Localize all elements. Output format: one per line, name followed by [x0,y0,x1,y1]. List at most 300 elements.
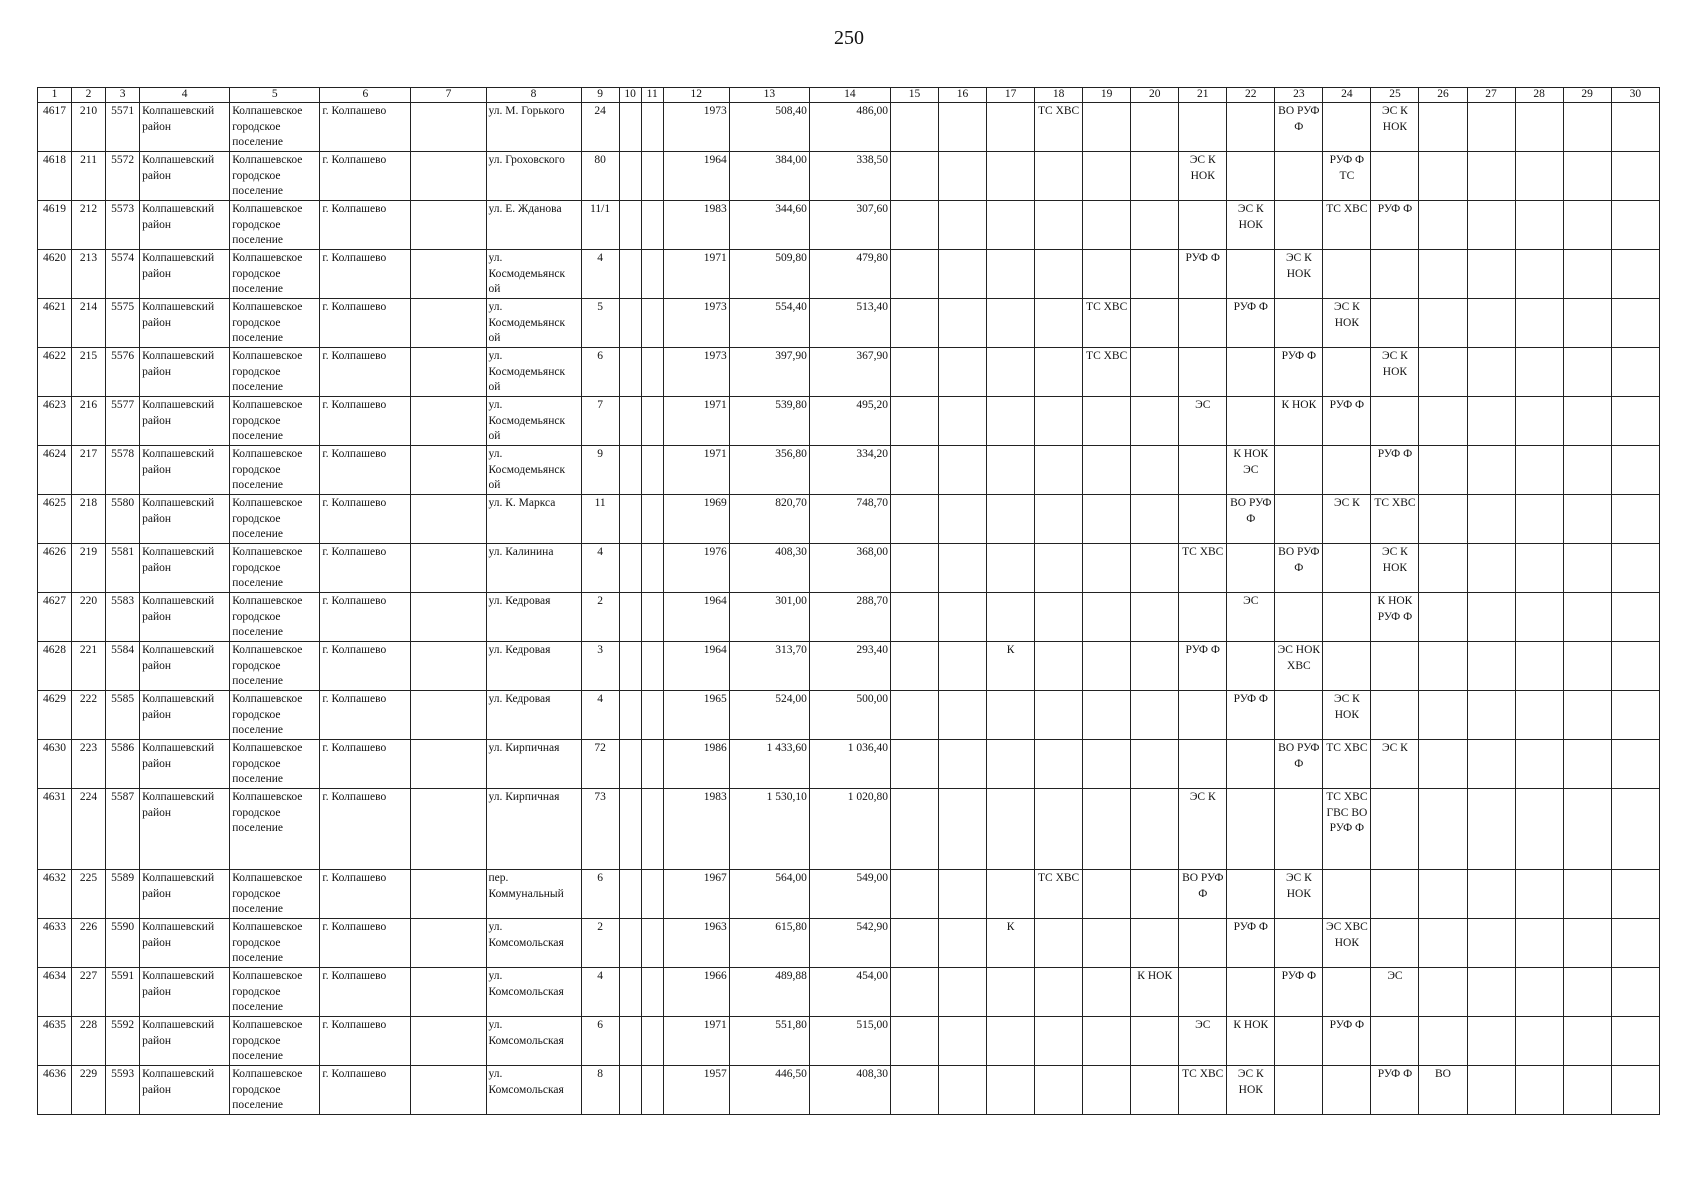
table-cell-col-25 [1371,152,1419,201]
table-cell-col-2: 229 [72,1066,106,1115]
table-cell-col-12: 1983 [663,201,729,250]
table-cell-col-12: 1964 [663,593,729,642]
table-cell-col-25: РУФ Ф [1371,446,1419,495]
table-cell-col-21: ТС ХВС [1179,1066,1227,1115]
table-cell-col-22: ЭС К НОК [1227,201,1275,250]
table-cell-col-17 [987,152,1035,201]
table-cell-col-23: РУФ Ф [1275,348,1323,397]
table-cell-col-28 [1515,789,1563,870]
table-cell-col-28 [1515,1017,1563,1066]
table-cell-col-21: РУФ Ф [1179,250,1227,299]
table-cell-col-30 [1611,789,1659,870]
table-cell-col-7 [411,1017,486,1066]
table-cell-col-8: ул. Космодемьянск ой [486,397,581,446]
table-cell-col-15 [890,968,938,1017]
table-cell-col-22: ЭС К НОК [1227,1066,1275,1115]
table-cell-col-27 [1467,593,1515,642]
table-cell-col-10 [619,1066,641,1115]
table-cell-col-23: РУФ Ф [1275,968,1323,1017]
table-cell-col-15 [890,152,938,201]
table-cell-col-16 [939,691,987,740]
table-cell-col-24 [1323,348,1371,397]
table-cell-col-7 [411,544,486,593]
table-cell-col-7 [411,446,486,495]
table-cell-col-11 [641,1066,663,1115]
table-cell-col-9: 9 [581,446,619,495]
table-cell-col-1: 4623 [38,397,72,446]
table-cell-col-8: ул. Космодемьянск ой [486,348,581,397]
table-cell-col-4: Колпашевский район [140,397,230,446]
table-cell-col-7 [411,103,486,152]
table-cell-col-23: ЭС К НОК [1275,250,1323,299]
table-cell-col-8: ул. Кирпичная [486,789,581,870]
table-cell-col-14: 748,70 [809,495,890,544]
table-cell-col-8: ул. Кедровая [486,642,581,691]
table-cell-col-10 [619,250,641,299]
table-cell-col-23 [1275,495,1323,544]
table-cell-col-10 [619,593,641,642]
table-cell-col-9: 11/1 [581,201,619,250]
table-cell-col-6: г. Колпашево [320,348,411,397]
table-cell-col-14: 307,60 [809,201,890,250]
table-cell-col-9: 8 [581,1066,619,1115]
table-cell-col-3: 5572 [106,152,140,201]
table-cell-col-22: ВО РУФ Ф [1227,495,1275,544]
column-header-9: 9 [581,88,619,103]
table-cell-col-12: 1965 [663,691,729,740]
table-cell-col-3: 5586 [106,740,140,789]
table-cell-col-19 [1083,201,1131,250]
table-cell-col-1: 4619 [38,201,72,250]
table-cell-col-4: Колпашевский район [140,299,230,348]
table-cell-col-28 [1515,250,1563,299]
table-cell-col-29 [1563,870,1611,919]
table-cell-col-26 [1419,152,1467,201]
table-cell-col-15 [890,691,938,740]
table-cell-col-9: 2 [581,593,619,642]
table-cell-col-10 [619,789,641,870]
table-cell-col-19: ТС ХВС [1083,348,1131,397]
table-cell-col-22 [1227,348,1275,397]
table-cell-col-17 [987,103,1035,152]
table-cell-col-8: ул. Комсомольская [486,968,581,1017]
column-header-14: 14 [809,88,890,103]
table-cell-col-30 [1611,250,1659,299]
table-cell-col-11 [641,870,663,919]
table-cell-col-13: 554,40 [729,299,809,348]
table-cell-col-22 [1227,250,1275,299]
table-cell-col-19 [1083,544,1131,593]
table-cell-col-10 [619,397,641,446]
table-cell-col-2: 218 [72,495,106,544]
table-cell-col-29 [1563,642,1611,691]
table-cell-col-16 [939,495,987,544]
table-cell-col-3: 5576 [106,348,140,397]
table-cell-col-15 [890,789,938,870]
table-cell-col-14: 513,40 [809,299,890,348]
table-cell-col-22 [1227,870,1275,919]
table-cell-col-9: 7 [581,397,619,446]
table-cell-col-13: 313,70 [729,642,809,691]
table-cell-col-24 [1323,544,1371,593]
table-cell-col-7 [411,397,486,446]
table-cell-col-25 [1371,1017,1419,1066]
table-cell-col-16 [939,103,987,152]
table-row [38,446,1660,495]
table-cell-col-7 [411,250,486,299]
table-cell-col-13: 1 530,10 [729,789,809,870]
table-cell-col-18 [1035,642,1083,691]
table-cell-col-14: 495,20 [809,397,890,446]
column-header-8: 8 [486,88,581,103]
table-cell-col-17 [987,1017,1035,1066]
table-cell-col-13: 564,00 [729,870,809,919]
table-cell-col-11 [641,691,663,740]
table-cell-col-20 [1131,495,1179,544]
table-cell-col-7 [411,593,486,642]
table-cell-col-10 [619,495,641,544]
table-cell-col-20 [1131,201,1179,250]
table-cell-col-11 [641,968,663,1017]
table-cell-col-5: Колпашевское городское поселение [230,299,320,348]
table-cell-col-22: РУФ Ф [1227,919,1275,968]
column-header-22: 22 [1227,88,1275,103]
table-cell-col-23: ВО РУФ Ф [1275,544,1323,593]
table-cell-col-7 [411,740,486,789]
column-header-15: 15 [890,88,938,103]
table-cell-col-23 [1275,1017,1323,1066]
table-cell-col-15 [890,593,938,642]
page-number: 250 [834,27,864,49]
table-cell-col-21: ЭС [1179,1017,1227,1066]
table-cell-col-30 [1611,201,1659,250]
table-cell-col-23: К НОК [1275,397,1323,446]
table-cell-col-10 [619,691,641,740]
table-cell-col-29 [1563,919,1611,968]
table-cell-col-5: Колпашевское городское поселение [230,103,320,152]
table-cell-col-28 [1515,152,1563,201]
table-cell-col-26 [1419,299,1467,348]
table-row [38,1017,1660,1066]
table-cell-col-7 [411,968,486,1017]
column-header-12: 12 [663,88,729,103]
table-cell-col-17 [987,299,1035,348]
table-cell-col-7 [411,1066,486,1115]
table-cell-col-24: РУФ Ф ТС [1323,152,1371,201]
table-cell-col-4: Колпашевский район [140,1066,230,1115]
table-cell-col-20 [1131,299,1179,348]
table-cell-col-17 [987,1066,1035,1115]
table-cell-col-7 [411,348,486,397]
table-cell-col-27 [1467,299,1515,348]
table-cell-col-17: К [987,642,1035,691]
table-cell-col-11 [641,152,663,201]
table-row [38,544,1660,593]
table-cell-col-12: 1966 [663,968,729,1017]
table-cell-col-1: 4625 [38,495,72,544]
table-cell-col-29 [1563,201,1611,250]
table-cell-col-8: ул. Калинина [486,544,581,593]
table-cell-col-15 [890,870,938,919]
table-cell-col-9: 6 [581,348,619,397]
table-cell-col-23 [1275,201,1323,250]
column-header-4: 4 [140,88,230,103]
table-cell-col-24: РУФ Ф [1323,397,1371,446]
table-cell-col-26 [1419,250,1467,299]
table-cell-col-6: г. Колпашево [320,740,411,789]
table-cell-col-11 [641,397,663,446]
column-header-11: 11 [641,88,663,103]
table-cell-col-16 [939,397,987,446]
table-cell-col-9: 24 [581,103,619,152]
table-cell-col-25: РУФ Ф [1371,1066,1419,1115]
table-cell-col-11 [641,1017,663,1066]
table-cell-col-24 [1323,103,1371,152]
table-cell-col-16 [939,740,987,789]
table-cell-col-27 [1467,968,1515,1017]
table-cell-col-25: РУФ Ф [1371,201,1419,250]
table-cell-col-24: ЭС К НОК [1323,299,1371,348]
table-cell-col-17 [987,201,1035,250]
table-cell-col-24 [1323,446,1371,495]
table-cell-col-3: 5584 [106,642,140,691]
table-cell-col-6: г. Колпашево [320,642,411,691]
column-header-21: 21 [1179,88,1227,103]
table-cell-col-6: г. Колпашево [320,691,411,740]
table-cell-col-22 [1227,397,1275,446]
table-cell-col-25 [1371,691,1419,740]
table-cell-col-17 [987,397,1035,446]
table-cell-col-4: Колпашевский район [140,544,230,593]
table-cell-col-19 [1083,152,1131,201]
table-cell-col-13: 489,88 [729,968,809,1017]
column-header-17: 17 [987,88,1035,103]
table-cell-col-22 [1227,740,1275,789]
table-row [38,691,1660,740]
table-cell-col-6: г. Колпашево [320,397,411,446]
table-row [38,968,1660,1017]
table-cell-col-5: Колпашевское городское поселение [230,446,320,495]
table-cell-col-1: 4631 [38,789,72,870]
table-cell-col-8: ул. Гроховского [486,152,581,201]
table-cell-col-20: К НОК [1131,968,1179,1017]
table-cell-col-16 [939,1066,987,1115]
table-cell-col-22 [1227,544,1275,593]
table-cell-col-23 [1275,691,1323,740]
table-cell-col-20 [1131,1017,1179,1066]
table-cell-col-11 [641,201,663,250]
table-cell-col-25 [1371,642,1419,691]
table-cell-col-2: 210 [72,103,106,152]
table-cell-col-15 [890,201,938,250]
table-cell-col-3: 5575 [106,299,140,348]
table-row [38,1066,1660,1115]
table-cell-col-9: 5 [581,299,619,348]
column-header-27: 27 [1467,88,1515,103]
table-cell-col-24: ТС ХВС [1323,201,1371,250]
table-cell-col-5: Колпашевское городское поселение [230,348,320,397]
table-cell-col-19 [1083,870,1131,919]
table-cell-col-30 [1611,870,1659,919]
table-row [38,642,1660,691]
table-cell-col-1: 4618 [38,152,72,201]
table-cell-col-3: 5587 [106,789,140,870]
table-row [38,495,1660,544]
table-cell-col-20 [1131,642,1179,691]
table-cell-col-27 [1467,870,1515,919]
table-cell-col-22 [1227,968,1275,1017]
column-header-23: 23 [1275,88,1323,103]
table-cell-col-2: 225 [72,870,106,919]
table-cell-col-5: Колпашевское городское поселение [230,201,320,250]
table-cell-col-7 [411,495,486,544]
table-cell-col-29 [1563,544,1611,593]
table-cell-col-12: 1971 [663,397,729,446]
table-cell-col-18 [1035,740,1083,789]
table-cell-col-9: 4 [581,544,619,593]
table-cell-col-17 [987,250,1035,299]
table-cell-col-13: 820,70 [729,495,809,544]
table-cell-col-10 [619,446,641,495]
table-cell-col-12: 1973 [663,348,729,397]
table-cell-col-4: Колпашевский район [140,348,230,397]
table-cell-col-7 [411,152,486,201]
table-cell-col-25 [1371,397,1419,446]
table-cell-col-29 [1563,250,1611,299]
table-cell-col-26 [1419,348,1467,397]
table-cell-col-25: К НОК РУФ Ф [1371,593,1419,642]
table-row [38,870,1660,919]
table-cell-col-5: Колпашевское городское поселение [230,870,320,919]
table-cell-col-12: 1986 [663,740,729,789]
table-cell-col-22: К НОК [1227,1017,1275,1066]
table-cell-col-20 [1131,348,1179,397]
table-cell-col-18 [1035,348,1083,397]
table-cell-col-14: 542,90 [809,919,890,968]
table-cell-col-18: ТС ХВС [1035,870,1083,919]
table-cell-col-23 [1275,593,1323,642]
table-cell-col-17 [987,544,1035,593]
table-cell-col-15 [890,446,938,495]
table-cell-col-30 [1611,1066,1659,1115]
table-cell-col-11 [641,495,663,544]
table-cell-col-17 [987,870,1035,919]
table-cell-col-21 [1179,919,1227,968]
table-cell-col-15 [890,397,938,446]
table-cell-col-4: Колпашевский район [140,968,230,1017]
table-cell-col-16 [939,789,987,870]
table-cell-col-16 [939,299,987,348]
table-cell-col-18 [1035,299,1083,348]
table-cell-col-21 [1179,348,1227,397]
table-cell-col-30 [1611,968,1659,1017]
table-cell-col-28 [1515,544,1563,593]
table-cell-col-30 [1611,495,1659,544]
table-cell-col-29 [1563,446,1611,495]
table-cell-col-22: К НОК ЭС [1227,446,1275,495]
table-cell-col-27 [1467,201,1515,250]
column-header-30: 30 [1611,88,1659,103]
table-cell-col-19 [1083,691,1131,740]
table-cell-col-5: Колпашевское городское поселение [230,250,320,299]
table-cell-col-10 [619,740,641,789]
table-cell-col-1: 4626 [38,544,72,593]
table-cell-col-20 [1131,691,1179,740]
table-cell-col-7 [411,299,486,348]
table-cell-col-4: Колпашевский район [140,740,230,789]
table-cell-col-21: ЭС [1179,397,1227,446]
table-cell-col-18 [1035,1017,1083,1066]
table-cell-col-29 [1563,789,1611,870]
table-cell-col-25 [1371,250,1419,299]
table-cell-col-3: 5593 [106,1066,140,1115]
table-cell-col-27 [1467,348,1515,397]
table-cell-col-30 [1611,348,1659,397]
table-cell-col-13: 344,60 [729,201,809,250]
table-cell-col-26 [1419,789,1467,870]
table-cell-col-6: г. Колпашево [320,919,411,968]
table-cell-col-1: 4627 [38,593,72,642]
table-cell-col-6: г. Колпашево [320,250,411,299]
table-cell-col-30 [1611,642,1659,691]
table-cell-col-22: РУФ Ф [1227,299,1275,348]
table-cell-col-28 [1515,201,1563,250]
column-header-10: 10 [619,88,641,103]
table-cell-col-22 [1227,152,1275,201]
table-cell-col-29 [1563,1017,1611,1066]
table-cell-col-28 [1515,593,1563,642]
table-cell-col-8: ул. Комсомольская [486,1017,581,1066]
table-cell-col-14: 1 036,40 [809,740,890,789]
table-cell-col-17 [987,691,1035,740]
table-cell-col-15 [890,919,938,968]
table-cell-col-15 [890,740,938,789]
table-cell-col-9: 11 [581,495,619,544]
table-cell-col-3: 5578 [106,446,140,495]
table-cell-col-18 [1035,201,1083,250]
column-number-header [38,88,1660,103]
table-cell-col-7 [411,691,486,740]
table-cell-col-19 [1083,740,1131,789]
table-cell-col-25 [1371,870,1419,919]
table-cell-col-2: 213 [72,250,106,299]
table-cell-col-29 [1563,968,1611,1017]
table-cell-col-1: 4630 [38,740,72,789]
table-cell-col-30 [1611,152,1659,201]
table-cell-col-27 [1467,691,1515,740]
table-cell-col-29 [1563,495,1611,544]
table-cell-col-13: 551,80 [729,1017,809,1066]
table-cell-col-9: 3 [581,642,619,691]
table-row [38,397,1660,446]
table-cell-col-4: Колпашевский район [140,691,230,740]
table-cell-col-25: ЭС [1371,968,1419,1017]
table-cell-col-25 [1371,919,1419,968]
table-cell-col-4: Колпашевский район [140,870,230,919]
table-cell-col-1: 4621 [38,299,72,348]
table-cell-col-4: Колпашевский район [140,789,230,870]
table-cell-col-4: Колпашевский район [140,250,230,299]
table-cell-col-11 [641,593,663,642]
table-cell-col-23 [1275,446,1323,495]
table-cell-col-28 [1515,495,1563,544]
table-cell-col-13: 301,00 [729,593,809,642]
table-row [38,593,1660,642]
table-cell-col-8: ул. Кирпичная [486,740,581,789]
column-header-5: 5 [230,88,320,103]
table-cell-col-8: ул. М. Горького [486,103,581,152]
table-cell-col-3: 5591 [106,968,140,1017]
